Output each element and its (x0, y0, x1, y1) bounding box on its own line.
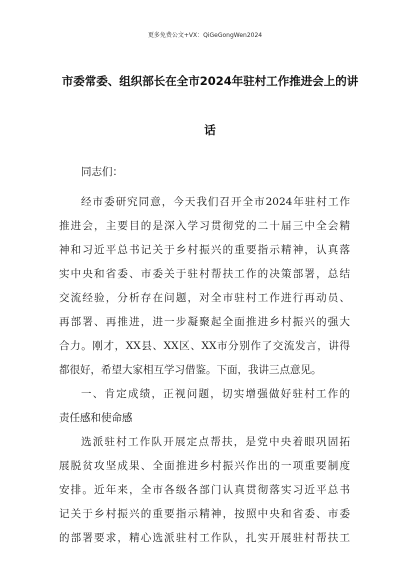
section-heading-continued: 责任感和使命感 (59, 412, 133, 424)
paragraph-line: 记关于乡村振兴的重要指示精神，按照中央和省委、市委 (59, 508, 350, 520)
paragraph-line: 展脱贫攻坚成果、全面推进乡村振兴作出的一项重要制度 (59, 460, 350, 472)
paragraph-line: 实中央和省委、市委关于驻村帮扶工作的决策部署，总结 (59, 268, 350, 280)
paragraph-line: 交流经验，分析存在问题，对全市驻村工作进行再动员、 (59, 292, 350, 304)
paragraph-line: 神和习近平总书记关于乡村振兴的重要指示精神，认真落 (59, 244, 350, 256)
paragraph-line: 的部署要求，精心选派驻村工作队，扎实开展驻村帮扶工 (59, 532, 350, 544)
paragraph-line: 再部署、再推进，进一步凝聚起全面推进乡村振兴的强大 (59, 316, 350, 328)
paragraph-line: 推进会，主要目的是深入学习贯彻党的二十届三中全会精 (59, 220, 350, 232)
salutation: 同志们： (81, 166, 123, 178)
section-heading: 一、肯定成绩，正视问题，切实增强做好驻村工作的 (81, 388, 350, 400)
paragraph-line: 都很好，希望大家相互学习借鉴。下面，我讲三点意见。 (59, 364, 322, 376)
paragraph-line: 安排。近年来，全市各级各部门认真贯彻落实习近平总书 (59, 484, 350, 496)
paragraph-line: 选派驻村工作队开展定点帮扶，是党中央着眼巩固拓 (81, 436, 350, 448)
paragraph-line: 经市委研究同意，今天我们召开全市2024年驻村工作 (81, 196, 350, 208)
paragraph-line: 合力。刚才，XX县、XX区、XX市分别作了交流发言，讲得 (59, 340, 350, 352)
document-title: 市委常委、组织部长在全市2024年驻村工作推进会上的讲 (61, 74, 359, 88)
page-header: 更多免费公文+VX：QiGeGongWen2024 (147, 32, 263, 39)
document-title-continued: 话 (204, 123, 216, 137)
